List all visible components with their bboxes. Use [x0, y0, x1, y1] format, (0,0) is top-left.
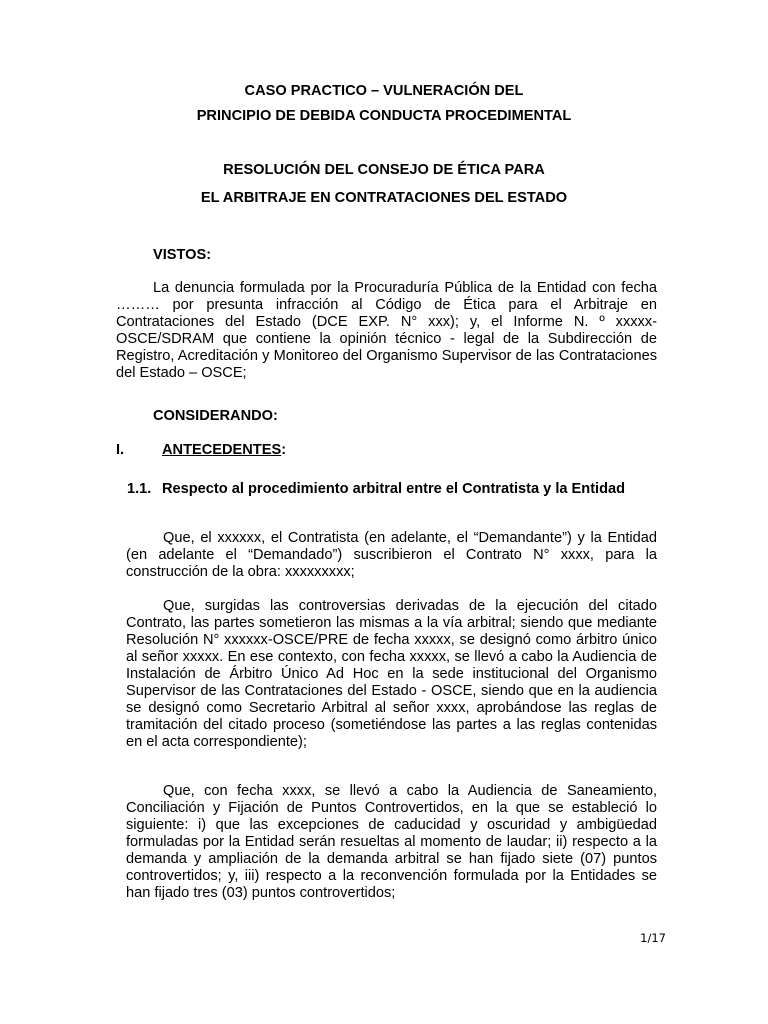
document-title-line-2: PRINCIPIO DE DEBIDA CONDUCTA PROCEDIMENTAL — [196, 108, 572, 124]
document-title-line-1: CASO PRACTICO – VULNERACIÓN DEL — [244, 83, 524, 99]
vistos-paragraph: La denuncia formulada por la Procuraduría Pública de la Entidad con fecha ……… por presunta infracción al Código de Ética para el Arbitraje en Contrataciones del Estado (DCE EXP. N° xxx); y, el Informe N. º xxxxx-OSCE/SDRAM que contiene la opinión técnico - legal de la Subdirección de Registro, Acreditación y Monitoreo del Organismo Supervisor de las Contrataciones del Estado – OSCE; — [116, 280, 657, 381]
section-title — [162, 442, 286, 459]
resolution-title-line-2: EL ARBITRAJE EN CONTRATACIONES DEL ESTADO — [200, 190, 568, 206]
section-title-colon: : — [281, 442, 287, 458]
subsection-number: 1.1. — [127, 481, 152, 497]
section-title-text: ANTECEDENTES — [162, 442, 282, 458]
paragraph-3: Que, con fecha xxxx, se llevó a cabo la Audiencia de Saneamiento, Conciliación y Fijación de Puntos Controvertidos, en la que se estableció lo siguiente: i) que las excepciones de caducidad y oscuridad y ambigüedad formuladas por la Entidad serán resueltas al momento de laudar; ii) respecto a la demanda y ampliación de la demanda arbitral se han fijado siete (07) puntos controvertidos; y, iii) respecto a la reconvención formulada por la Entidades se han fijado tres (03) puntos controvertidos; — [126, 783, 657, 901]
paragraph-1: Que, el xxxxxx, el Contratista (en adelante, el “Demandante”) y la Entidad (en adelante el “Demandado”) suscribieron el Contrato N° xxxx, para la construcción de la obra: xxxxxxxxx; — [126, 530, 657, 580]
section-number: I. — [116, 442, 125, 458]
subsection-title: Respecto al procedimiento arbitral entre el Contratista y la Entidad — [162, 481, 626, 497]
paragraph-2: Que, surgidas las controversias derivadas de la ejecución del citado Contrato, las partes sometieron las mismas a la vía arbitral; siendo que mediante Resolución N° xxxxxx-OSCE/PRE de fecha xxxxx, se designó como árbitro único al señor xxxxx. En ese contexto, con fecha xxxxx, se llevó a cabo la Audiencia de Instalación de Árbitro Único Ad Hoc en la sede institucional del Organismo Supervisor de las Contrataciones del Estado - OSCE, siendo que en la audiencia se designó como Secretario Arbitral al señor xxxx, aprobándose las reglas de tramitación del citado proceso (sometiéndose las partes a las reglas contenidas en el acta correspondiente); — [126, 598, 657, 750]
considerando-heading: CONSIDERANDO: — [153, 408, 278, 424]
page-number: 1/17 — [640, 931, 666, 945]
vistos-heading: VISTOS: — [153, 247, 212, 263]
resolution-title-line-1: RESOLUCIÓN DEL CONSEJO DE ÉTICA PARA — [223, 162, 545, 178]
